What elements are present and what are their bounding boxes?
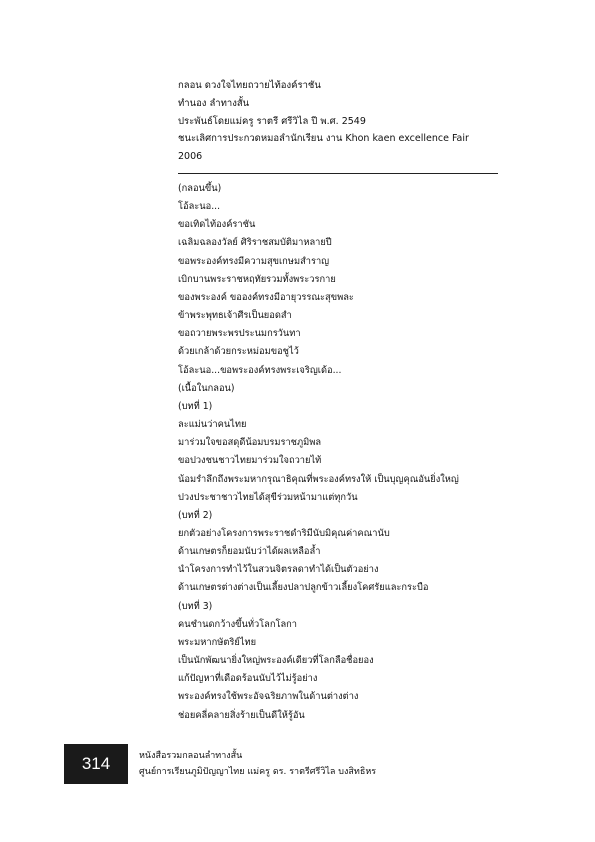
poem-author: ประพันธ์โดยแม่ครู ราตรี ศรีวิไล ปี พ.ศ. 2549 xyxy=(178,115,366,127)
poem-line: ละแม่นว่าคนไทย xyxy=(178,419,247,431)
poem-line: ด้านเกษตรต่างต่างเป็นเลี้ยงปลาปลูกข้าวเลี้ยงโคศรัยและกระบือ xyxy=(178,582,429,594)
footer-credits xyxy=(139,748,376,780)
poem-line: เป็นนักพัฒนายิ่งใหญ่พระองค์เดียวที่โลกลือชื่อยอง xyxy=(178,655,374,667)
poem-body xyxy=(178,180,498,725)
poem-line: ช่อยคลี่คลายสิ่งร้ายเป็นดีให้รู้อัน xyxy=(178,709,305,721)
header-divider xyxy=(178,173,498,174)
section-heading: (เนื้อในกลอน) xyxy=(178,382,235,394)
poem-line: เบิกบานพระราชหฤทัยรวมทั้งพระวรกาย xyxy=(178,273,336,285)
poem-line: ขอเทิดไท้องค์ราชัน xyxy=(178,219,256,231)
poem-line: มาร่วมใจขอสดุดีน้อมบรมราชภูมิพล xyxy=(178,437,322,449)
poem-line: ขอพระองค์ทรงมีความสุขเกษมสำราญ xyxy=(178,255,330,267)
poem-line: (กลอนขึ้น) xyxy=(178,183,222,194)
poem-line: คนชำนดกว้างขึ้นทั่วโลกโลกา xyxy=(178,618,298,630)
poem-line: ของพระองค์ ขอองค์ทรงมีอายุวรรณะสุขพละ xyxy=(178,291,354,303)
stanza-heading: (บทที่ 1) xyxy=(178,400,213,412)
poem-line: เฉลิมฉลองวัลย์ ศิริราชสมบัติมาหลายปี xyxy=(178,237,332,249)
poem-line: พระมหากษัตริย์ไทย xyxy=(178,636,257,648)
poem-line: พระองค์ทรงใช้พระอัจฉริยภาพในด้านต่างต่าง xyxy=(178,691,359,703)
poem-line: ข้าพระพุทธเจ้าศีรเป็นยอดสำ xyxy=(178,310,292,322)
poem-line: ด้วยเกล้าด้วยกระหม่อมขอชูไว้ xyxy=(178,346,299,358)
poem-line: ยกตัวอย่างโครงการพระราชดำริมีนับมิคุณค่าคณานับ xyxy=(178,527,390,539)
publisher-line: ศูนย์การเรียนภูมิปัญญาไทย แม่ครู ดร. ราตรีศรีวิไล บงสิทธิหร xyxy=(139,767,377,777)
poem-line: ด้านเกษตรก็ยอมนับว่าได้ผลเหลือล้ำ xyxy=(178,546,321,558)
poem-title: กลอน ดวงใจไทยถวายไท้องค์ราชัน xyxy=(178,80,321,91)
poem-line: โอ้ละนอ... xyxy=(178,201,221,213)
page-number-box xyxy=(64,744,128,784)
page-number: 314 xyxy=(81,754,111,773)
poem-line: โอ้ละนอ...ขอพระองค์ทรงพระเจริญเด้อ... xyxy=(178,364,342,376)
poem-line: ปวงประชาชาวไทยได้สุขีร่วมหน้ามาแต่ทุกวัน xyxy=(178,491,358,503)
document-header xyxy=(178,77,498,166)
poem-line: ขอปวงชนชาวไทยมาร่วมใจถวายไท้ xyxy=(178,455,322,467)
poem-line: น้อมรำลึกถึงพระมหากรุณาธิคุณที่พระองค์ทรงให้ เป็นบุญคุณอันยิ่งใหญ่ xyxy=(178,473,459,485)
stanza-heading: (บทที่ 3) xyxy=(178,600,213,612)
book-title: หนังสือรวมกลอนลำทางสั้น xyxy=(139,751,243,761)
stanza-heading: (บทที่ 2) xyxy=(178,509,213,521)
poem-award-year: 2006 xyxy=(178,151,203,163)
poem-line: นำโครงการทำไว้ในสวนจิตรลดาทำได้เป็นตัวอย่าง xyxy=(178,564,379,576)
poem-line: ขอถวายพระพรประนมกรวันทา xyxy=(178,328,301,340)
poem-line: แก้ปัญหาที่เดือดร้อนนับไว้ไม่รู้อย่าง xyxy=(178,673,318,685)
poem-award: ชนะเลิศการประกวดหมอลำนักเรียน งาน Khon kaen excellence Fair xyxy=(178,133,469,145)
poem-melody: ทำนอง ลำทางสั้น xyxy=(178,97,250,109)
